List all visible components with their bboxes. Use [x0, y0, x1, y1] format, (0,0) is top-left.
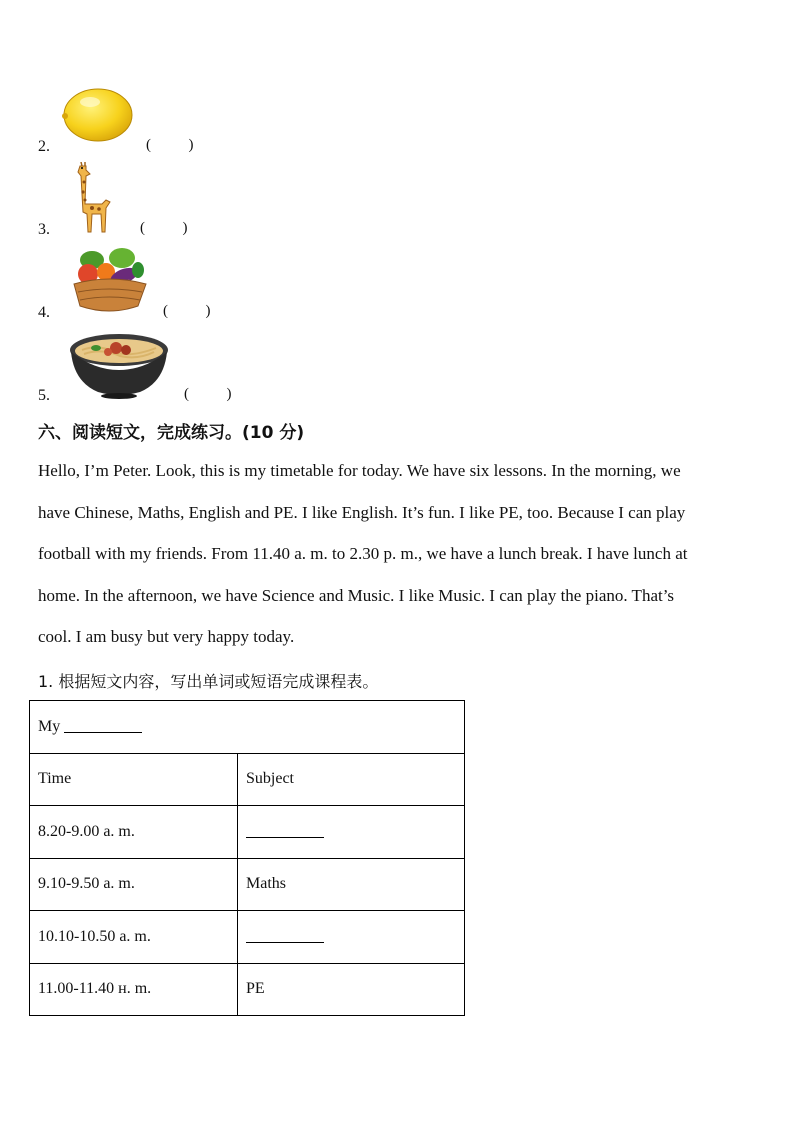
question-1: 1. 根据短文内容，写出单词或短语完成课程表。: [38, 672, 379, 691]
passage-line: Hello, I’m Peter. Look, this is my timetable for today. We have six lessons. In the morning, we: [38, 461, 681, 480]
table-row: [30, 858, 465, 911]
header-time: Time: [30, 753, 238, 806]
answer-paren-3[interactable]: ( ): [140, 220, 188, 236]
answer-paren-4[interactable]: ( ): [163, 303, 211, 319]
table-row: [30, 806, 465, 859]
table-row: [30, 963, 465, 1016]
answer-paren-2[interactable]: ( ): [146, 137, 194, 153]
table-title-prefix: My: [38, 717, 61, 735]
table-row: [30, 911, 465, 964]
item-number-3: 3.: [38, 221, 50, 238]
item-number-5: 5.: [38, 387, 50, 404]
noodle-bowl-icon: [68, 330, 170, 400]
subject-cell[interactable]: [238, 806, 465, 859]
answer-paren-5[interactable]: ( ): [184, 386, 232, 402]
time-cell: 8.20-9.00 a. m.: [30, 806, 238, 859]
title-blank[interactable]: [64, 718, 142, 733]
lemon-icon: [62, 86, 134, 144]
passage-line: cool. I am busy but very happy today.: [38, 627, 295, 646]
table-title-cell: [30, 701, 465, 754]
time-cell: 11.00-11.40 н. m.: [30, 963, 238, 1016]
giraffe-icon: [72, 162, 114, 234]
passage-line: home. In the afternoon, we have Science and Music. I like Music. I can play the piano. That’s: [38, 585, 675, 605]
subject-cell: Maths: [238, 858, 465, 911]
section-title: 六、阅读短文，完成练习。(10 分): [38, 423, 305, 443]
table-title-row: [30, 701, 465, 754]
reading-passage: [38, 450, 758, 658]
passage-line: football with my friends. From 11.40 a. m. to 2.30 p. m., we have a lunch break. I have lunch at: [38, 544, 688, 563]
passage-line: have Chinese, Maths, English and PE. I like English. It’s fun. I like PE, too. Because I can play: [38, 502, 686, 522]
subject-blank[interactable]: [246, 823, 324, 838]
timetable: [29, 700, 465, 1016]
time-cell: 9.10-9.50 a. m.: [30, 858, 238, 911]
time-cell: 10.10-10.50 a. m.: [30, 911, 238, 964]
header-subject: Subject: [238, 753, 465, 806]
subject-blank[interactable]: [246, 928, 324, 943]
item-number-4: 4.: [38, 304, 50, 321]
table-header-row: [30, 753, 465, 806]
subject-cell: PE: [238, 963, 465, 1016]
subject-cell[interactable]: [238, 911, 465, 964]
vegetable-basket-icon: [66, 246, 152, 314]
item-number-2: 2.: [38, 138, 50, 155]
